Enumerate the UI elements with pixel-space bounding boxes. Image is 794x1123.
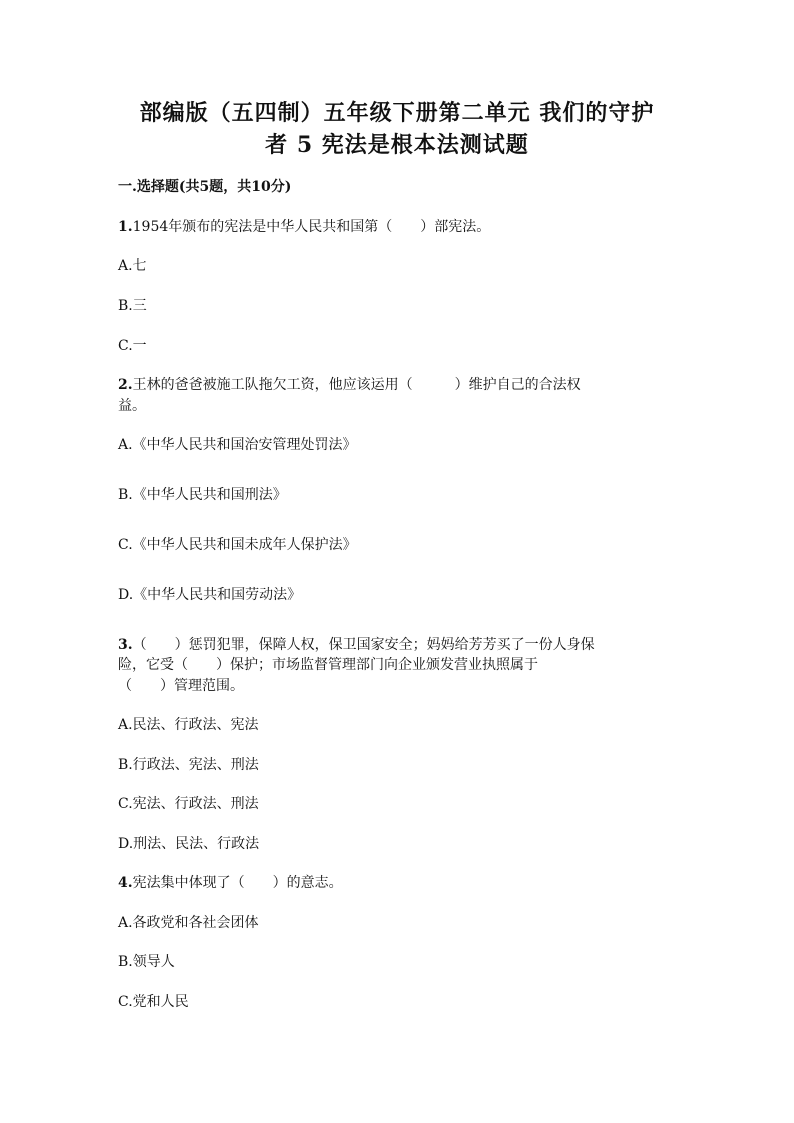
question-3-text-1: （ ）惩罚犯罪，保障人权，保卫国家安全；妈妈给芳芳买了一份人身保 bbox=[132, 637, 595, 653]
section-heading: 一.选择题(共5题，共10分) bbox=[118, 179, 292, 195]
question-4-line-1 bbox=[118, 873, 688, 893]
question-2-line-2: 益。 bbox=[118, 398, 146, 414]
question-4-option-c: C.党和人民 bbox=[118, 994, 189, 1010]
question-2-line-1 bbox=[118, 375, 688, 395]
question-2-text-1: 王林的爸爸被施工队拖欠工资，他应该运用（ ）维护自己的合法权 bbox=[132, 377, 581, 393]
page-title-line-1: 部编版（五四制）五年级下册第二单元 我们的守护 bbox=[139, 100, 655, 126]
question-1-option-c: C.一 bbox=[118, 338, 147, 354]
question-3-option-d: D.刑法、民法、行政法 bbox=[118, 836, 260, 852]
question-3-option-b: B.行政法、宪法、刑法 bbox=[118, 757, 259, 773]
question-3-line-2: 险，它受（ ）保护；市场监督管理部门向企业颁发营业执照属于 bbox=[118, 657, 538, 673]
question-4-number: 4. bbox=[118, 875, 133, 891]
question-3-line-3: （ ）管理范围。 bbox=[118, 678, 244, 694]
question-3-option-a: A.民法、行政法、宪法 bbox=[118, 717, 259, 733]
question-1-text: 1954年颁布的宪法是中华人民共和国第（ ）部宪法。 bbox=[132, 219, 491, 235]
page-title-line-2: 者 5 宪法是根本法测试题 bbox=[265, 132, 529, 158]
question-3-option-c: C.宪法、行政法、刑法 bbox=[118, 796, 259, 812]
question-4-text: 宪法集中体现了（ ）的意志。 bbox=[132, 875, 343, 891]
question-2-option-c: C.《中华人民共和国未成年人保护法》 bbox=[118, 537, 357, 553]
question-3-line-1 bbox=[118, 635, 688, 655]
question-4-option-b: B.领导人 bbox=[118, 954, 175, 970]
question-3-number: 3. bbox=[118, 637, 133, 653]
question-1-option-a: A.七 bbox=[118, 258, 147, 274]
question-4-option-a: A.各政党和各社会团体 bbox=[118, 915, 259, 931]
question-1-option-b: B.三 bbox=[118, 298, 147, 314]
question-2-option-d: D.《中华人民共和国劳动法》 bbox=[118, 587, 302, 603]
question-2-number: 2. bbox=[118, 377, 133, 393]
question-2-option-b: B.《中华人民共和国刑法》 bbox=[118, 487, 287, 503]
question-1-line-1 bbox=[118, 217, 688, 237]
question-2-option-a: A.《中华人民共和国治安管理处罚法》 bbox=[118, 437, 357, 453]
question-1-number: 1. bbox=[118, 219, 133, 235]
